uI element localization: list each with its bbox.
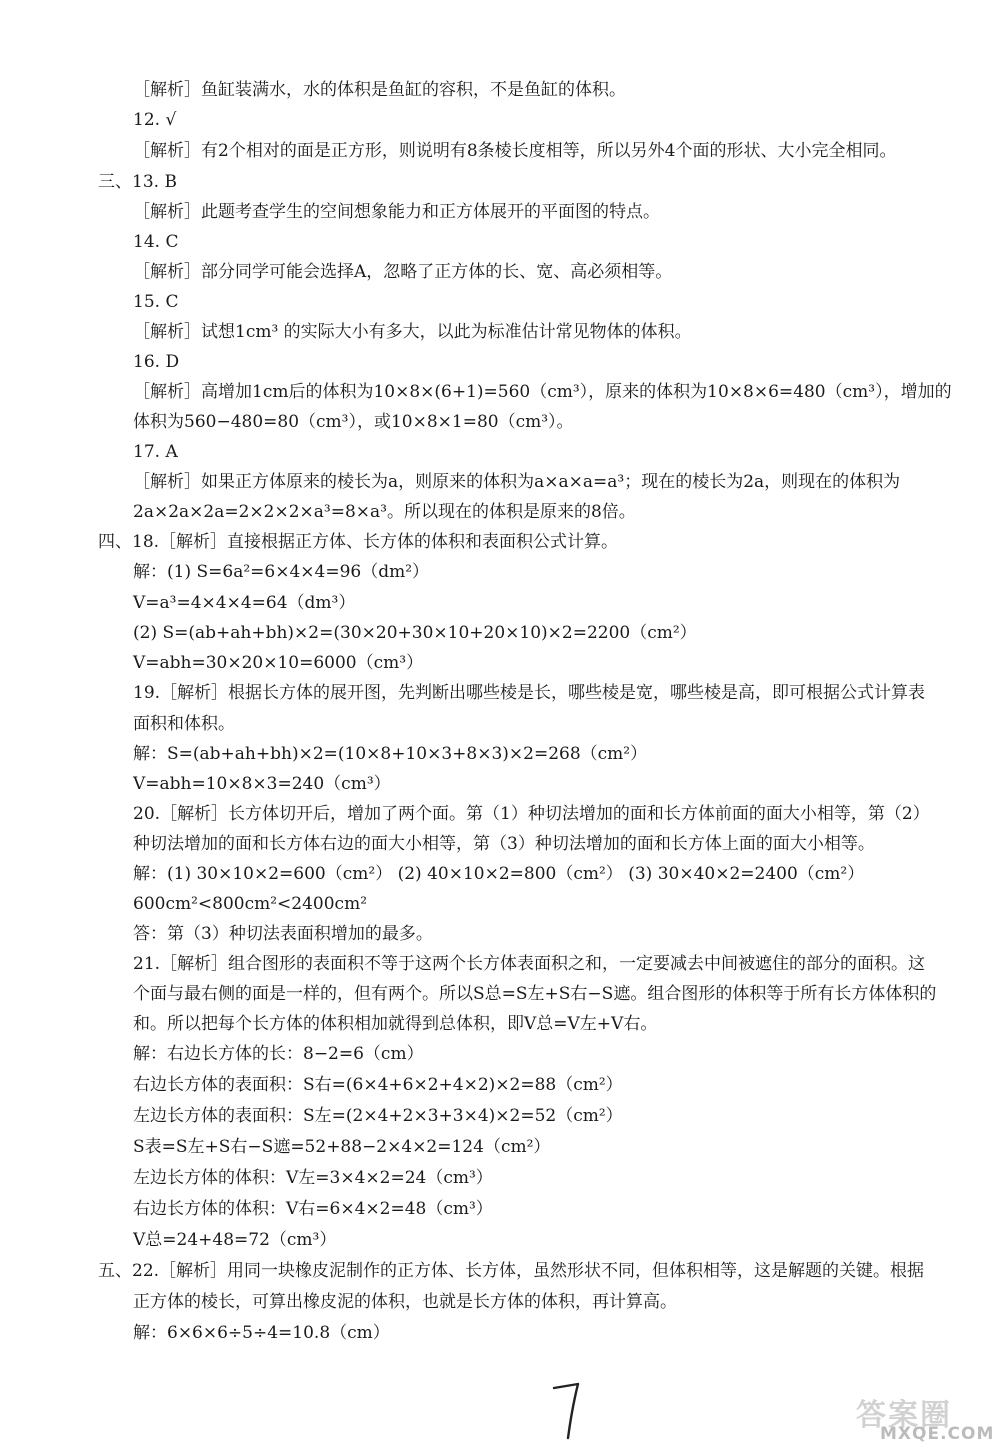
text-line: 个面与最右侧的面是一样的，但有两个。所以S总=S左+S右−S遮。组合图形的体积等于所有长方体体积的 xyxy=(133,984,937,1004)
text-line: ［解析］如果正方体原来的棱长为a，则原来的体积为a×a×a=a³；现在的棱长为2a，则现在的体积为 xyxy=(133,472,901,492)
text-line: ［解析］试想1cm³ 的实际大小有多大，以此为标准估计常见物体的体积。 xyxy=(133,322,692,342)
solution-line: (2) S=(ab+ah+bh)×2=(30×20+30×10+20×10)×2=2200（cm²） xyxy=(133,623,697,643)
solution-line: V=abh=10×8×3=240（cm³） xyxy=(133,774,391,794)
text-line: 21.［解析］组合图形的表面积不等于这两个长方体表面积之和，一定要减去中间被遮住的部分的面积。这 xyxy=(133,954,926,974)
page-number xyxy=(548,1378,588,1444)
text-line: 20.［解析］长方体切开后，增加了两个面。第（1）种切法增加的面和长方体前面的面大小相等，第（2） xyxy=(133,804,930,824)
watermark-url: MXQE.COM xyxy=(880,1424,995,1444)
solution-line: 左边长方体的体积：V左=3×4×2=24（cm³） xyxy=(133,1168,493,1188)
text-line: 种切法增加的面和长方体右边的面大小相等，第（3）种切法增加的面和长方体上面的面大小相等。 xyxy=(133,834,875,854)
solution-line: 右边长方体的体积：V右=6×4×2=48（cm³） xyxy=(133,1199,493,1219)
text-line: 正方体的棱长，可算出橡皮泥的体积，也就是长方体的体积，再计算高。 xyxy=(133,1292,677,1312)
solution-line: V=abh=30×20×10=6000（cm³） xyxy=(133,653,424,673)
text-line: ［解析］高增加1cm后的体积为10×8×(6+1)=560（cm³），原来的体积为10×8×6=480（cm³），增加的 xyxy=(133,382,952,402)
solution-line: 600cm²<800cm²<2400cm² xyxy=(133,894,368,914)
watermark-logo xyxy=(840,1390,995,1446)
answer-line: 16. D xyxy=(133,352,180,372)
solution-line: 解：S=(ab+ah+bh)×2=(10×8+10×3+8×3)×2=268（cm²） xyxy=(133,744,648,764)
answer-line: 17. A xyxy=(133,442,178,462)
answer-line: 15. C xyxy=(133,292,179,312)
text-line: 和。所以把每个长方体的体积相加就得到总体积，即V总=V左+V右。 xyxy=(133,1014,658,1034)
text-line: ［解析］有2个相对的面是正方形，则说明有8条棱长度相等，所以另外4个面的形状、大小完全相同。 xyxy=(133,141,897,161)
solution-line: V=a³=4×4×4=64（dm³） xyxy=(133,593,356,613)
watermark-logo-text: 答案圈 xyxy=(856,1398,952,1433)
text-line: 面积和体积。 xyxy=(133,714,235,734)
solution-line: 解：6×6×6÷5÷4=10.8（cm） xyxy=(133,1323,390,1343)
section-heading: 四、18.［解析］直接根据正方体、长方体的体积和表面积公式计算。 xyxy=(98,532,619,552)
text-line: 体积为560−480=80（cm³），或10×8×1=80（cm³）。 xyxy=(133,412,574,432)
solution-line: S表=S左+S右−S遮=52+88−2×4×2=124（cm²） xyxy=(133,1137,551,1157)
solution-line: 解：(1) S=6a²=6×4×4=96（dm²） xyxy=(133,562,430,582)
solution-line: 右边长方体的表面积：S右=(6×4+6×2+4×2)×2=88（cm²） xyxy=(133,1075,623,1095)
section-heading: 三、13. B xyxy=(98,172,177,192)
answer-line: 12. √ xyxy=(133,110,177,130)
solution-line: 左边长方体的表面积：S左=(2×4+2×3+3×4)×2=52（cm²） xyxy=(133,1106,623,1126)
text-line: 19.［解析］根据长方体的展开图，先判断出哪些棱是长，哪些棱是宽，哪些棱是高，即可根据公式计算表 xyxy=(133,683,926,703)
answer-statement: 答：第（3）种切法表面积增加的最多。 xyxy=(133,924,433,944)
text-line: ［解析］部分同学可能会选择A，忽略了正方体的长、宽、高必须相等。 xyxy=(133,262,673,282)
text-line: ［解析］鱼缸装满水，水的体积是鱼缸的容积，不是鱼缸的体积。 xyxy=(133,80,626,100)
solution-line: 解：右边长方体的长：8−2=6（cm） xyxy=(133,1044,424,1064)
solution-line: V总=24+48=72（cm³） xyxy=(133,1230,337,1250)
text-line: ［解析］此题考查学生的空间想象能力和正方体展开的平面图的特点。 xyxy=(133,202,660,222)
solution-line: 解：(1) 30×10×2=600（cm²） (2) 40×10×2=800（cm²） (3) 30×40×2=2400（cm²） xyxy=(133,864,865,884)
text-line: 2a×2a×2a=2×2×2×a³=8×a³。所以现在的体积是原来的8倍。 xyxy=(133,502,636,522)
answer-line: 14. C xyxy=(133,232,179,252)
section-heading: 五、22.［解析］用同一块橡皮泥制作的正方体、长方体，虽然形状不同，但体积相等，这是解题的关键。根据 xyxy=(98,1261,925,1281)
